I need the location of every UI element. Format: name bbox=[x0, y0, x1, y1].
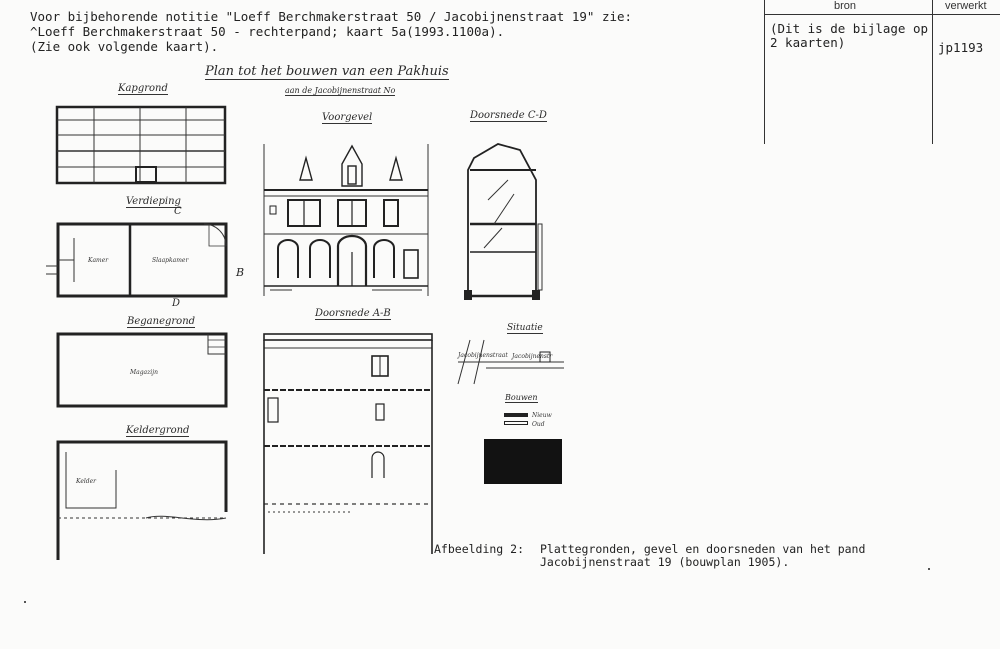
drawing-main-title: Plan tot het bouwen van een Pakhuis bbox=[205, 64, 449, 79]
caption-line-2: Jacobijnenstraat 19 (bouwplan 1905). bbox=[540, 555, 790, 569]
verwerkt-value: jp1193 bbox=[938, 40, 984, 55]
label-voorgevel: Voorgevel bbox=[322, 112, 373, 123]
room-magazijn: Magazijn bbox=[130, 369, 158, 376]
verdieping-plan bbox=[44, 220, 230, 300]
label-doorsnede-ab: Doorsnede A-B bbox=[315, 308, 391, 319]
legend-swatch-nieuw bbox=[504, 413, 528, 417]
letter-b: B bbox=[236, 266, 245, 279]
label-situatie: Situatie bbox=[507, 323, 543, 333]
label-keldergrond: Keldergrond bbox=[126, 425, 190, 436]
source-table bbox=[764, 0, 1000, 144]
situatie-map bbox=[456, 338, 566, 386]
paper-speck bbox=[928, 568, 930, 570]
legend-oud: Oud bbox=[532, 421, 545, 428]
legend-swatch-oud bbox=[504, 421, 528, 425]
keldergrond-plan bbox=[56, 440, 230, 562]
drawing-sub-title: aan de Jacobijnenstraat No bbox=[285, 86, 396, 95]
legend-nieuw: Nieuw bbox=[532, 412, 552, 419]
label-kapgrond: Kapgrond bbox=[118, 83, 168, 94]
bron-value-line-1: (Dit is de bijlage op bbox=[770, 21, 929, 36]
caption-line-1: Plattegronden, gevel en doorsneden van het pand bbox=[540, 542, 866, 556]
beganegrond-plan bbox=[56, 332, 230, 408]
doorsnede-cd-section bbox=[458, 140, 550, 308]
label-bouwen: Bouwen bbox=[505, 393, 538, 402]
situatie-street-2: Jacobijnenstr bbox=[512, 353, 553, 360]
label-beganegrond: Beganegrond bbox=[127, 316, 196, 327]
verwerkt-header: verwerkt bbox=[945, 0, 987, 12]
letter-c: C bbox=[174, 206, 182, 217]
label-doorsnede-cd: Doorsnede C-D bbox=[470, 110, 547, 121]
room-kelder: Kelder bbox=[76, 478, 97, 485]
doorsnede-ab-section bbox=[262, 332, 434, 560]
room-slaapkamer: Slaapkamer bbox=[152, 257, 189, 264]
bron-header: bron bbox=[834, 0, 857, 12]
situatie-street-1: Jacobijnenstraat bbox=[458, 352, 508, 359]
header-note-line-1: Voor bijbehorende notitie "Loeff Berchmakerstraat 50 / Jacobijnenstraat 19" zie: bbox=[30, 9, 633, 24]
bron-value-line-2: 2 kaarten) bbox=[770, 35, 846, 50]
caption-label: Afbeelding 2: bbox=[434, 542, 525, 556]
header-note-line-3: (Zie ook volgende kaart). bbox=[30, 39, 219, 54]
black-block bbox=[484, 439, 562, 484]
paper-speck bbox=[24, 601, 26, 603]
kapgrond-plan bbox=[56, 105, 228, 185]
letter-d: D bbox=[172, 298, 181, 309]
room-kamer: Kamer bbox=[88, 257, 109, 264]
header-note-line-2: ^Loeff Berchmakerstraat 50 - rechterpand; kaart 5a(1993.1100a). bbox=[30, 24, 505, 39]
voorgevel-elevation bbox=[262, 140, 430, 300]
label-verdieping: Verdieping bbox=[126, 196, 181, 207]
